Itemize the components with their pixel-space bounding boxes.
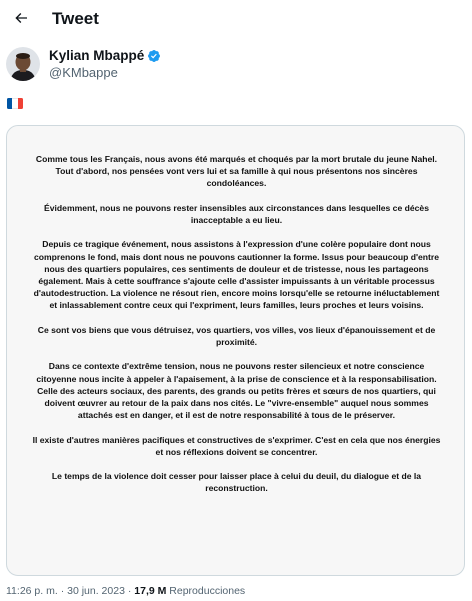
statement-text <box>29 153 444 507</box>
author-handle[interactable]: @KMbappe <box>49 65 118 80</box>
avatar[interactable] <box>6 47 40 81</box>
statement-paragraph: Depuis ce tragique événement, nous assistons à l'expression d'une colère populaire dont nous comprenons le fond, mais dont nous ne pouvons cautionner la forme. Issus pour beaucoup d'entre nous des quartiers populaires, ces sentiments de douleur et de tristesse, nous les partageons également. Mais à cette souffrance s'ajoute celle d'assister impuissants à un véritable processus d'autodestruction. La violence ne résout rien, encore moins lorsqu'elle se retourne inéluctablement et inlassablement contre ceux qui l'expriment, leurs familles, leurs proches et leurs voisins. <box>33 239 440 311</box>
meta-separator: · <box>127 585 132 597</box>
back-button[interactable] <box>8 5 34 31</box>
tweet-header <box>0 0 472 36</box>
meta-separator: · <box>60 585 65 597</box>
verified-badge-icon <box>147 49 161 63</box>
display-name[interactable]: Kylian Mbappé <box>49 48 145 63</box>
tweet-meta <box>6 585 245 597</box>
statement-paragraph: Ce sont vos biens que vous détruisez, vos quartiers, vos villes, vos lieux d'épanouissement et de proximité. <box>37 324 436 347</box>
flag-stripe-red <box>18 98 23 109</box>
tweet-author <box>6 44 161 84</box>
statement-paragraph: Le temps de la violence doit cesser pour laisser place à celui du deuil, du dialogue et de la reconstruction. <box>51 471 422 494</box>
tweet-date[interactable]: 30 jun. 2023 <box>67 585 125 597</box>
statement-paragraph: Dans ce contexte d'extrême tension, nous ne pouvons rester silencieux et notre conscience citoyenne nous incite à appeler à l'apaisement, à la prise de conscience et à la responsabilisation. Celle des acteurs sociaux, des parents, des grands ou petits frères et sœurs de nos quartiers, qui doivent œuvrer au retour de la paix dans nos cités. Le "vivre-ensemble" auquel nous sommes attachés est en danger, et il est de notre responsabilité à tous de le préserver. <box>36 361 437 421</box>
avatar-image <box>6 47 40 81</box>
name-row <box>49 48 161 63</box>
statement-paragraph: Évidemment, nous ne pouvons rester insensibles aux circonstances dans lesquelles ce décès inacceptable a eu lieu. <box>44 202 429 225</box>
arrow-left-icon <box>13 10 29 26</box>
france-flag-emoji <box>7 98 23 109</box>
tweet-image[interactable] <box>6 125 465 576</box>
author-names <box>49 48 161 80</box>
views-label: Reproducciones <box>169 585 246 597</box>
statement-paragraph: Il existe d'autres manières pacifiques et constructives de s'exprimer. C'est en cela que nos énergies et nos réflexions doivent se concentrer. <box>32 434 441 457</box>
views-count: 17,9 M <box>134 585 167 597</box>
tweet-time[interactable]: 11:26 p. m. <box>6 585 58 597</box>
page-title: Tweet <box>52 9 99 28</box>
statement-paragraph: Comme tous les Français, nous avons été marqués et choqués par la mort brutale du jeune Nahel. Tout d'abord, nos pensées vont vers lui et sa famille à qui nous présentons nos sincères condoléances. <box>35 154 438 189</box>
